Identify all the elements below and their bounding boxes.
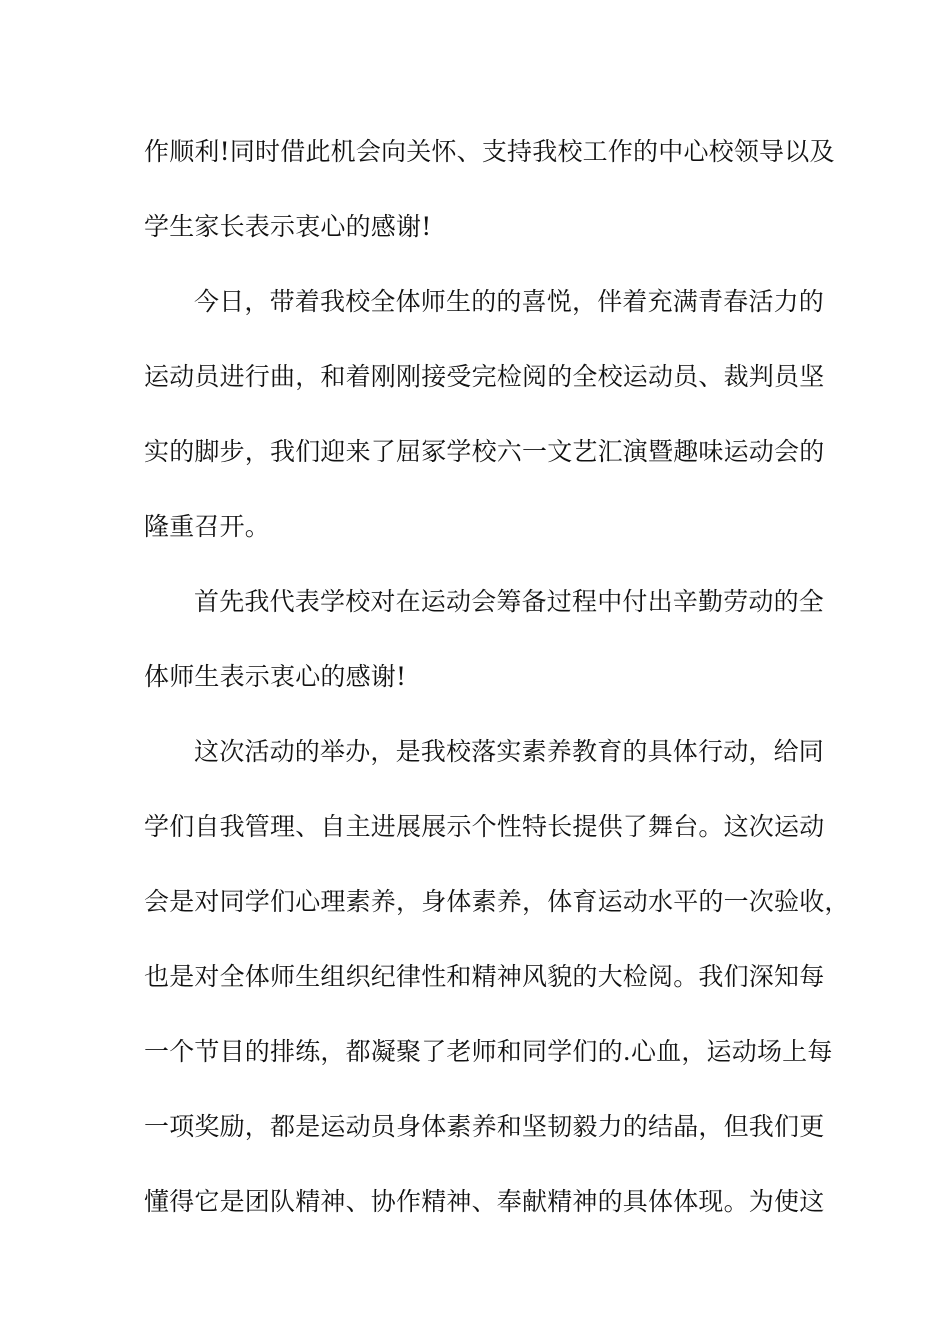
text-line-9-paragraph-start: 这次活动的举办，是我校落实素养教育的具体行动，给同: [194, 737, 825, 766]
text-line-5: 实的脚步，我们迎来了屈冢学校六一文艺汇演暨趣味运动会的: [144, 437, 825, 466]
text-line-12: 也是对全体师生组织纪律性和精神风貌的大检阅。我们深知每: [144, 962, 825, 991]
text-line-4: 运动员进行曲，和着刚刚接受完检阅的全校运动员、裁判员坚: [144, 362, 825, 391]
text-line-13: 一个节目的排练，都凝聚了老师和同学们的.心血，运动场上每: [144, 1037, 833, 1066]
text-line-7-paragraph-start: 首先我代表学校对在运动会筹备过程中付出辛勤劳动的全: [194, 587, 825, 616]
text-line-2: 学生家长表示衷心的感谢!: [144, 212, 432, 241]
text-line-6: 隆重召开。: [144, 512, 271, 541]
text-line-14: 一项奖励，都是运动员身体素养和坚韧毅力的结晶，但我们更: [144, 1112, 825, 1141]
body-text: [144, 128, 850, 1253]
text-line-8: 体师生表示衷心的感谢!: [144, 662, 407, 691]
text-line-10: 学们自我管理、自主进展展示个性特长提供了舞台。这次运动: [144, 812, 825, 841]
text-line-1: 作顺利!同时借此机会向关怀、支持我校工作的中心校领导以及: [144, 137, 835, 166]
text-line-11: 会是对同学们心理素养，身体素养，体育运动水平的一次验收，: [144, 887, 850, 916]
text-line-3-paragraph-start: 今日，带着我校全体师生的的喜悦，伴着充满青春活力的: [194, 287, 825, 316]
text-line-15: 懂得它是团队精神、协作精神、奉献精神的具体体现。为使这: [144, 1187, 825, 1216]
